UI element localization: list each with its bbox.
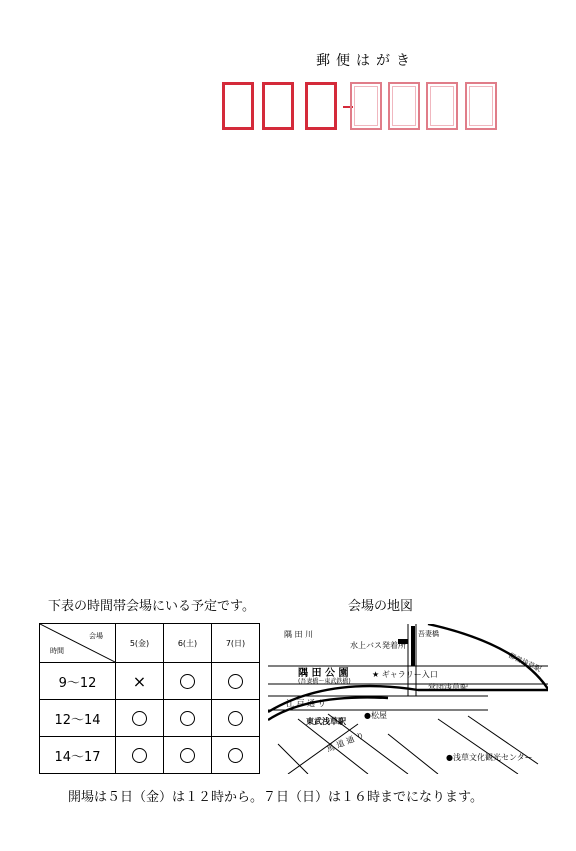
toei-station-label: 都営浅草駅	[507, 651, 543, 674]
circle-mark	[180, 674, 195, 689]
edo-street-label: 江 戸 通 り	[286, 699, 326, 708]
tourist-center-label: ●浅草文化観光センター	[446, 753, 533, 762]
postal-box	[222, 82, 254, 130]
postal-box	[350, 82, 382, 130]
diagonal-line	[40, 624, 115, 662]
river-label: 隅 田 川	[284, 630, 314, 639]
availability-mark	[164, 737, 212, 774]
map-caption: 会場の地図	[348, 599, 414, 614]
bridge-marker	[411, 626, 415, 666]
circle-mark	[228, 711, 243, 726]
postal-box	[388, 82, 420, 130]
venue-map	[268, 624, 548, 774]
circle-mark	[228, 748, 243, 763]
availability-mark	[212, 663, 260, 700]
schedule-row	[40, 700, 260, 737]
availability-mark	[164, 663, 212, 700]
availability-mark	[212, 700, 260, 737]
circle-mark	[180, 711, 195, 726]
ginza-station-label: 営団浅草駅	[428, 683, 468, 692]
circle-mark	[180, 748, 195, 763]
time-slot: 14～17	[40, 737, 116, 774]
postal-box	[262, 82, 294, 130]
schedule-row	[40, 663, 260, 700]
postal-box	[426, 82, 458, 130]
schedule-table	[39, 623, 260, 774]
park-sub-label: (吾妻橋～東武鉄橋)	[298, 678, 351, 685]
day-header: 5(金)	[116, 624, 164, 663]
availability-mark	[116, 663, 164, 700]
availability-mark	[116, 700, 164, 737]
footer-note: 開場は５日（金）は１２時から。７日（日）は１６時までになります。	[68, 790, 483, 805]
circle-mark	[132, 748, 147, 763]
circle-mark	[228, 674, 243, 689]
circle-mark	[132, 711, 147, 726]
availability-mark	[164, 700, 212, 737]
day-header: 7(日)	[212, 624, 260, 663]
water-bus-label: 水上バス発着所	[350, 641, 406, 650]
availability-mark	[212, 737, 260, 774]
matsuya-label: ●松屋	[364, 711, 387, 720]
tobu-station-label: 東武浅草駅	[306, 717, 346, 726]
postal-box	[465, 82, 497, 130]
schedule-header-row	[40, 624, 260, 663]
time-slot: 12～14	[40, 700, 116, 737]
postal-box	[305, 82, 337, 130]
umamichi-label: 馬 道 通 り	[325, 730, 366, 754]
gallery-label: ★ ギャラリー入口	[372, 670, 438, 679]
azumabashi-label: 吾妻橋	[418, 630, 439, 638]
schedule-caption: 下表の時間帯会場にいる予定です。	[48, 599, 255, 614]
corner-venue-label: 会場	[89, 632, 103, 640]
day-header: 6(土)	[164, 624, 212, 663]
corner-time-label: 時間	[50, 647, 64, 655]
time-slot: 9～12	[40, 663, 116, 700]
availability-mark	[116, 737, 164, 774]
postal-code-boxes	[222, 82, 512, 138]
cross-mark: ×	[132, 671, 147, 691]
schedule-corner-cell	[40, 624, 116, 663]
schedule-row	[40, 737, 260, 774]
postcard-title: 郵便はがき	[316, 53, 416, 69]
park-label: 隅 田 公 園	[298, 668, 349, 679]
